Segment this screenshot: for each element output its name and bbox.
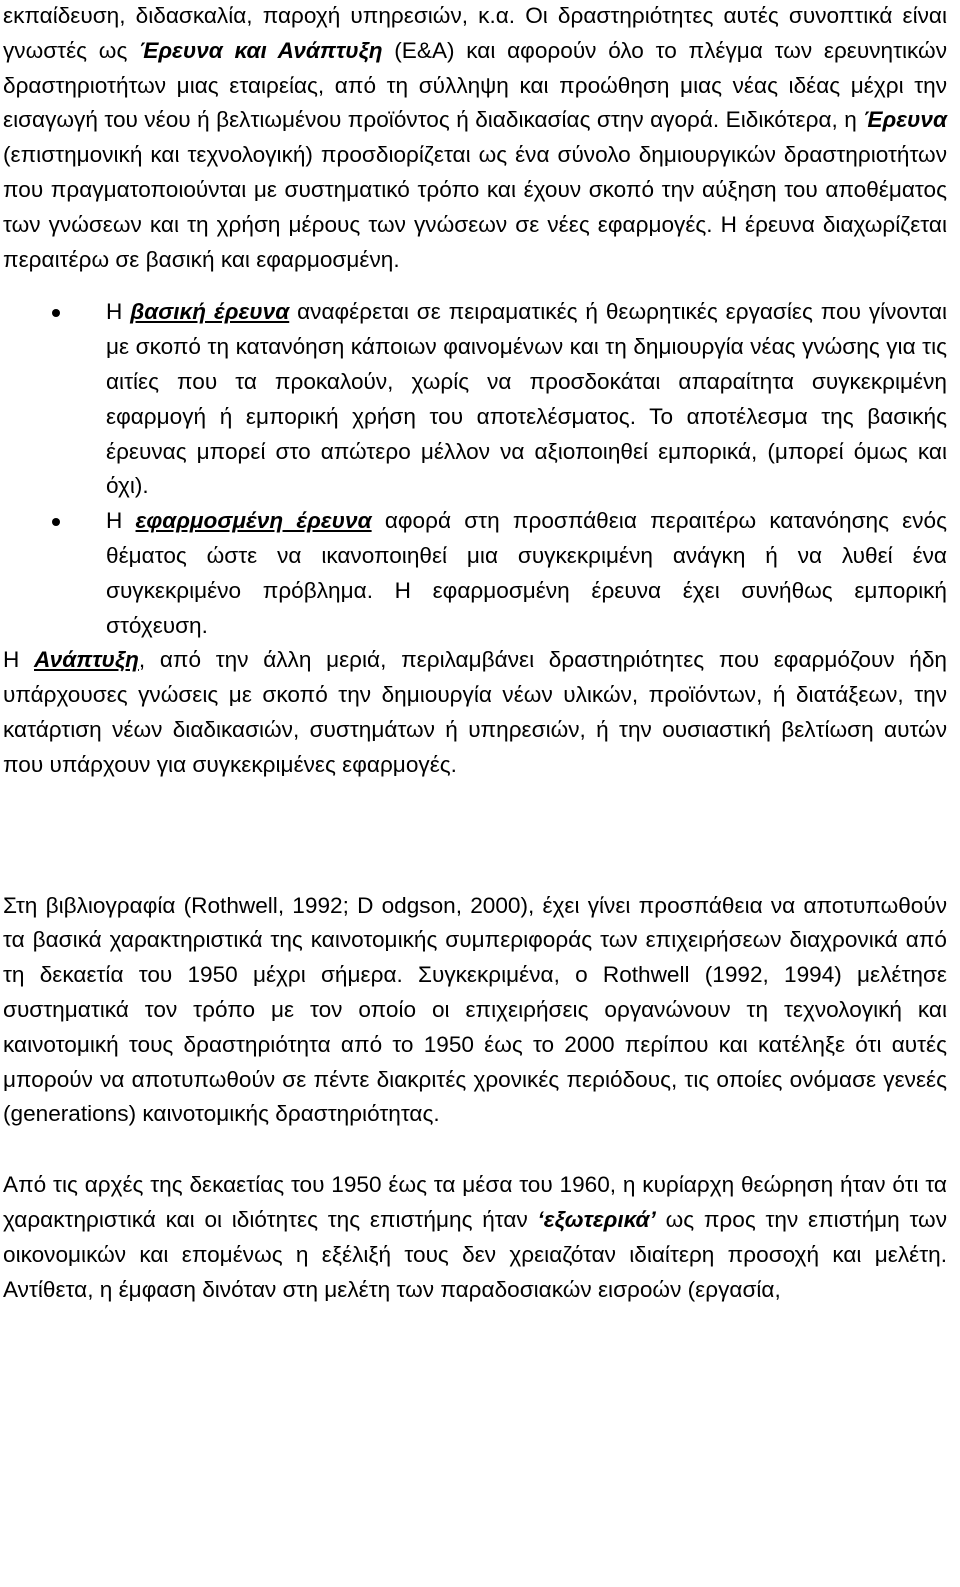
literature-paragraph: Στη βιβλιογραφία (Rothwell, 1992; D odgson, 2000), έχει γίνει προσπάθεια να αποτυπωθούν τα βασικά χαρακτηριστικά της καινοτομικής συμπεριφοράς των επιχειρήσεων διαχρονικά από τη δεκαετία του 1950 μέχρι σήμερα. Συγκεκριμένα, ο Rothwell (1992, 1994) μελέτησε συστηματικά τον τρόπο με τον οποίο οι επιχειρήσεις οργανώνουν τη τεχνολογική και καινοτομική τους δραστηριότητα από το 1950 έως το 2000 περίπου και κατέληξε ότι αυτές μπορούν να αποτυπωθούν σε πέντε διακριτές χρονικές περιόδους, τις οποίες ονόμασε γενεές (generations) καινοτομικής δραστηριότητας. bbox=[3, 892, 947, 1127]
term-research: Έρευνα bbox=[863, 107, 947, 133]
text-run: (επιστημονική και τεχνολογική) προσδιορίζεται ως ένα σύνολο δημιουργικών δραστηριοτήτων που πραγματοποιούνται με συστηματικό τρόπο και έχουν σκοπό την αύξηση του αποθέματος των γνώσεων και τη χρήση μέρους των γνώσεων σε νέες εφαρμογές. Η έρευνα διαχωρίζεται περαιτέρω σε βασική και εφαρμοσμένη. bbox=[3, 142, 947, 272]
text-run: Από τις αρχές της δεκαετίας του 1950 έως τα μέσα του 1960, η κυρίαρχη θεώρηση ήταν ότι τα χαρακτηριστικά και οι ιδιότητες της επιστήμης ήταν bbox=[3, 1172, 947, 1232]
text-run: (Ε&Α) και αφορούν όλο το πλέγμα των ερευνητικών δραστηριοτήτων μιας εταιρείας, από τη σύλληψη και προώθηση μιας νέας ιδέας μέχρι την εισαγωγή του νέου ή βελτιωμένου προϊόντος ή διαδικασίας στην αγορά. Ειδικότερα, η bbox=[3, 37, 947, 133]
text-run: Η bbox=[106, 508, 136, 534]
text-run: αναφέρεται σε πειραματικές ή θεωρητικές εργασίες που γίνονται με σκοπό τη κατανόηση κάποιων φαινομένων και τη δημιουργία νέας γνώσης για τις αιτίες που τα προκαλούν, χωρίς να προσδοκάται απαραίτητα συγκεκριμένη εφαρμογή ή εμπορική χρήση του αποτελέσματος. Το αποτέλεσμα της βασικής έρευνας μπορεί στο απώτερο μέλλον να αξιοποιηθεί εμπορικά, (μπορεί όμως και όχι). bbox=[106, 299, 947, 499]
list-item-basic-research bbox=[3, 295, 947, 504]
term-external: ‘εξωτερικά’ bbox=[537, 1206, 656, 1232]
text-run: ως προς την επιστήμη των οικονομικών και επομένως η εξέλιξή τους δεν χρειαζόταν ιδιαίτερη προσοχή και μελέτη. Αντίθετα, η έμφαση δινόταν στη μελέτη των παραδοσιακών εισροών (εργασία, bbox=[3, 1206, 947, 1302]
text-run: Η bbox=[3, 647, 34, 673]
spacer bbox=[3, 1132, 947, 1168]
text-run: , από την άλλη μεριά, περιλαμβάνει δραστηριότητες που εφαρμόζουν ήδη υπάρχουσες γνώσεις με σκοπό την δημιουργία νέων υλικών, προϊόντων, ή διατάξεων, την κατάρτιση νέων διαδικασιών, συστημάτων ή υπηρεσιών, ή την ουσιαστική βελτίωση αυτών που υπάρχουν για συγκεκριμένες εφαρμογές. bbox=[3, 647, 947, 777]
term-development: Ανάπτυξη bbox=[34, 647, 139, 673]
text-run: αφορά στη προσπάθεια περαιτέρω κατανόησης ενός θέματος ώστε να ικανοποιηθεί μια συγκεκριμένη ανάγκη ή να λυθεί ένα συγκεκριμένο πρόβλημα. Η εφαρμοσμένη έρευνα έχει συνήθως εμπορική στόχευση. bbox=[106, 508, 947, 638]
term-basic-research: βασική έρευνα bbox=[130, 299, 290, 325]
text-run: εκπαίδευση, διδασκαλία, παροχή υπηρεσιών, κ.α. Οι δραστηριότητες αυτές συνοπτικά είναι γνωστές ως bbox=[3, 3, 947, 63]
intro-paragraph bbox=[3, 0, 947, 277]
text-run: Η bbox=[106, 299, 131, 325]
research-types-list bbox=[3, 295, 947, 643]
development-paragraph bbox=[3, 643, 947, 782]
spacer bbox=[3, 783, 947, 889]
list-item-applied-research bbox=[3, 504, 947, 643]
term-applied-research: εφαρμοσμένη έρευνα bbox=[135, 508, 372, 534]
term-rd: Έρευνα και Ανάπτυξη bbox=[139, 37, 383, 63]
history-paragraph bbox=[3, 1168, 947, 1307]
